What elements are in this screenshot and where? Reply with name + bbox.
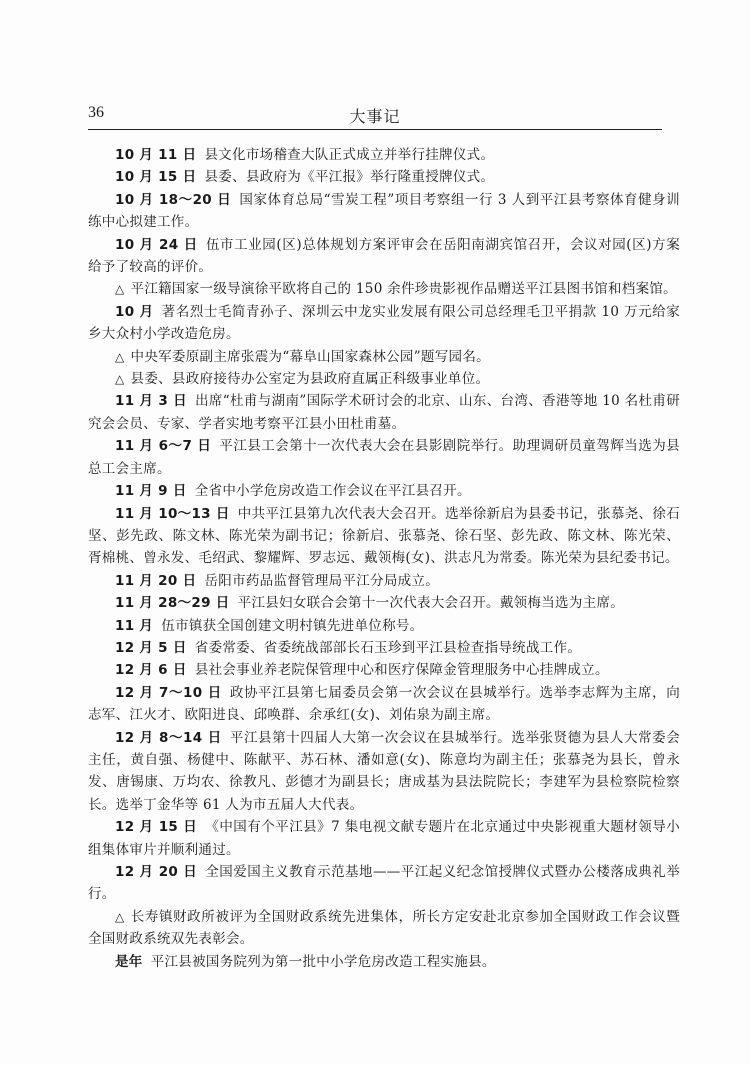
entry-date: 10 月 11 日 — [115, 147, 197, 163]
entry-text: 伍市工业园(区)总体规划方案评审会在岳阳南湖宾馆召开，会议对园(区)方案给予了较高的评价。 — [88, 236, 681, 276]
entry-date: 11 月 6～7 日 — [115, 438, 212, 455]
entry-date: 10 月 24 日 — [115, 236, 198, 253]
chronicle-entry — [88, 435, 680, 480]
triangle-marker: △ — [115, 372, 125, 387]
chronicle-entry — [88, 368, 680, 390]
entry-date: 12 月 7～10 日 — [115, 684, 222, 701]
entry-text: 平江籍国家一级导演徐平欧将自己的 150 余件珍贵影视作品赠送平江县图书馆和档案馆。 — [130, 281, 677, 298]
entry-date: 11 月 10～13 日 — [115, 505, 230, 522]
chronicle-entry — [88, 906, 680, 951]
chronicle-entry — [88, 637, 680, 659]
entry-text: 县社会事业养老院保管理中心和医疗保障金管理服务中心挂牌成立。 — [194, 662, 609, 679]
entry-text: 平江县被国务院列为第一批中小学危房改造工程实施县。 — [150, 953, 496, 970]
chronicle-entry — [88, 727, 680, 817]
chronicle-entry — [88, 278, 680, 300]
chronicle-entry — [88, 682, 680, 727]
entry-date: 11 月 20 日 — [115, 572, 197, 589]
running-title: 大事记 — [349, 107, 401, 126]
entry-date: 是年 — [115, 953, 143, 970]
triangle-marker: △ — [115, 349, 125, 364]
entry-text: 全国爱国主义教育示范基地——平江起义纪念馆授牌仪式暨办公楼落成典礼举行。 — [88, 864, 680, 903]
entry-date: 11 月 3 日 — [115, 393, 187, 410]
header-rule — [88, 129, 662, 130]
entry-text: 政协平江县第七届委员会第一次会议在县城举行。选举李志辉为主席，向志军、江火才、欧阳进良、邱唤群、余承红(女)、刘佑泉为副主席。 — [88, 684, 680, 724]
entry-text: 县委、县政府接待办公室定为县政府直属正科级事业单位。 — [130, 371, 490, 388]
entry-date: 10 月 18～20 日 — [115, 191, 232, 208]
triangle-marker: △ — [115, 282, 125, 297]
entry-text: 《中国有个平江县》7 集电视文献专题片在北京通过中央影视重大题材领导小组集体审片并顺利通过。 — [88, 819, 680, 858]
entry-text: 平江县第十四届人大第一次会议在县城举行。选举张贤德为县人大常委会主任，黄自强、杨健中、陈献平、苏石林、潘如意(女)、陈意均为副主任；张慕尧为县长，曾永发、唐锡康、万均农、徐教凡、彭德才为副县长；唐成基为县法院院长；李建军为县检察院检察长。选举丁金华等 61 人为市五届人大代表。 — [88, 729, 680, 813]
chronicle-entry — [88, 503, 680, 570]
entry-text: 平江县工会第十一次代表大会在县影剧院举行。助理调研员童驾辉当选为县总工会主席。 — [88, 438, 680, 477]
entry-text: 中共平江县第九次代表大会召开。选举徐新启为县委书记，张慕尧、徐石坚、彭先政、陈文林、陈光荣为副书记；徐新启、张慕尧、徐石坚、彭先政、陈文林、陈光荣、胥棉桃、曾永发、毛绍武、黎耀辉、罗志远、戴领梅(女)、洪志凡为常委。陈光荣为县纪委书记。 — [88, 505, 680, 567]
entry-text: 岳阳市药品监督管理局平江分局成立。 — [204, 572, 440, 589]
entry-date: 10 月 15 日 — [115, 169, 197, 186]
chronicle-entry — [88, 346, 680, 368]
entry-date: 12 月 5 日 — [115, 639, 187, 656]
chronicle-entry — [88, 816, 680, 861]
entry-date: 11 月 28～29 日 — [115, 595, 230, 612]
chronicle-entry — [88, 570, 680, 592]
entry-date: 11 月 9 日 — [115, 483, 187, 500]
chronicle-entry — [88, 189, 680, 234]
entry-date: 10 月 — [115, 303, 154, 320]
chronicle-entry — [88, 301, 680, 346]
entry-text: 出席“杜甫与湖南”国际学术研讨会的北京、山东、台湾、香港等地 10 名杜甫研究会会员、专家、学者实地考察平江县小田杜甫墓。 — [88, 393, 680, 432]
entry-text: 中央军委原副主席张震为“幕阜山国家森林公园”题写园名。 — [130, 348, 490, 365]
entry-text: 平江县妇女联合会第十一次代表大会召开。戴领梅当选为主席。 — [237, 595, 625, 612]
entry-date: 12 月 6 日 — [115, 662, 187, 679]
chronicle-entry — [88, 615, 680, 637]
page-number: 36 — [88, 104, 104, 121]
entry-text: 国家体育总局“雪炭工程”项目考察组一行 3 人到平江县考察体育健身训练中心拟建工作。 — [88, 191, 680, 231]
chronicle-entries — [88, 144, 680, 973]
entry-text: 伍市镇获全国创建文明村镇先进单位称号。 — [161, 617, 424, 634]
entry-date: 12 月 20 日 — [115, 864, 198, 880]
entry-date: 12 月 15 日 — [115, 819, 198, 836]
chronicle-entry — [88, 390, 680, 435]
triangle-marker: △ — [115, 909, 125, 924]
chronicle-entry — [88, 234, 680, 279]
page-header — [88, 104, 662, 130]
entry-text: 县文化市场稽查大队正式成立并举行挂牌仪式。 — [204, 147, 495, 163]
chronicle-entry — [88, 861, 680, 906]
chronicle-entry — [88, 144, 680, 166]
chronicle-entry — [88, 166, 680, 188]
entry-text: 著名烈士毛简青孙子、深圳云中龙实业发展有限公司总经理毛卫平捐款 10 万元给家乡大众村小学改造危房。 — [88, 303, 680, 343]
chronicle-entry — [88, 480, 680, 502]
entry-text: 县委、县政府为《平江报》举行隆重授牌仪式。 — [204, 169, 495, 186]
entry-date: 11 月 — [115, 617, 154, 634]
chronicle-entry — [88, 659, 680, 681]
chronicle-entry — [88, 951, 680, 973]
entry-date: 12 月 8～14 日 — [115, 729, 222, 746]
entry-text: 省委常委、省委统战部部长石玉珍到平江县检查指导统战工作。 — [194, 639, 582, 656]
entry-text: 全省中小学危房改造工作会议在平江县召开。 — [194, 483, 471, 500]
chronicle-entry — [88, 592, 680, 614]
entry-text: 长寿镇财政所被评为全国财政系统先进集体，所长方定安赴北京参加全国财政工作会议暨全国财政系统双先表彰会。 — [88, 908, 681, 948]
